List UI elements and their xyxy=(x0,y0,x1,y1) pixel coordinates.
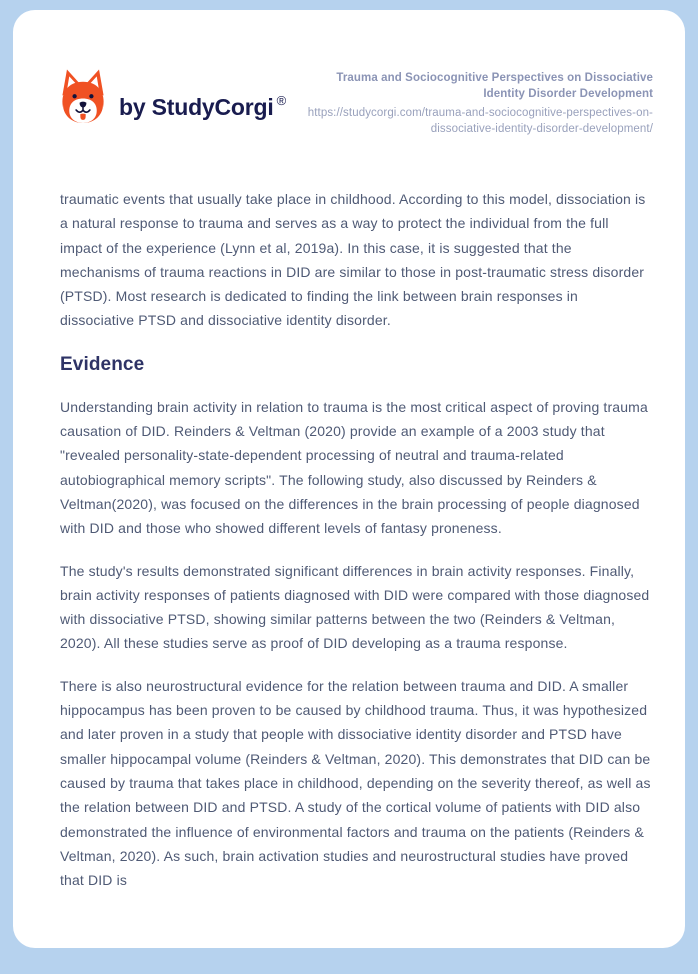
document-card xyxy=(13,10,685,948)
document-title: Trauma and Sociocognitive Perspectives on Dissociative Identity Disorder Development xyxy=(336,72,653,100)
page-header xyxy=(13,10,685,137)
page-background xyxy=(0,10,698,974)
corgi-logo-icon xyxy=(60,68,106,126)
brand-logo xyxy=(60,68,286,126)
brand-name xyxy=(119,76,286,119)
section-heading-evidence: Evidence xyxy=(60,353,145,375)
brand-name-text: by StudyCorgi xyxy=(119,93,274,120)
document-meta xyxy=(303,68,653,137)
intro-paragraph: traumatic events that usually take place in childhood. According to this model, dissociation is a natural response to trauma and serves as a way to protect the individual from the full impact of the experience (Lynn et al, 2019a). In this case, it is suggested that the mechanisms of trauma reactions in DID are similar to those in post-traumatic stress disorder (PTSD). Most research is dedicated to finding the link between brain responses in dissociative PTSD and dissociative identity disorder. xyxy=(60,191,646,329)
registered-trademark: ® xyxy=(276,92,286,108)
article-body xyxy=(13,137,685,892)
document-url-link[interactable]: https://studycorgi.com/trauma-and-sociocognitive-perspectives-on-dissociative-identity-disorder-development/ xyxy=(307,107,653,135)
evidence-paragraph-2: The study's results demonstrated significant differences in brain activity responses. Finally, brain activity responses of patients diagnosed with DID were compared with those diagnosed with dissociative PTSD, showing similar patterns between the two (Reinders & Veltman, 2020). All these studies serve as proof of DID developing as a trauma response. xyxy=(60,562,650,652)
evidence-paragraph-3: There is also neurostructural evidence for the relation between trauma and DID. A smaller hippocampus has been proven to be caused by childhood trauma. Thus, it was hypothesized and later proven in a study that people with dissociative identity disorder and PTSD have smaller hippocampal volume (Reinders & Veltman, 2020). This demonstrates that DID can be caused by trauma that takes place in childhood, depending on the severity thereof, as well as the relation between DID and PTSD. A study of the cortical volume of patients with DID also demonstrated the influence of environmental factors and trauma on the patients (Reinders & Veltman, 2020). As such, brain activation studies and neurostructural studies have proved that DID is xyxy=(60,677,651,889)
evidence-paragraph-1: Understanding brain activity in relation to trauma is the most critical aspect of proving trauma causation of DID. Reinders & Veltman (2020) provide an example of a 2003 study that "revealed personality-state-dependent processing of neutral and trauma-related autobiographical memory scripts". The following study, also discussed by Reinders & Veltman(2020), was focused on the differences in the brain processing of people diagnosed with DID and those who showed different levels of fantasy proneness. xyxy=(60,398,648,537)
